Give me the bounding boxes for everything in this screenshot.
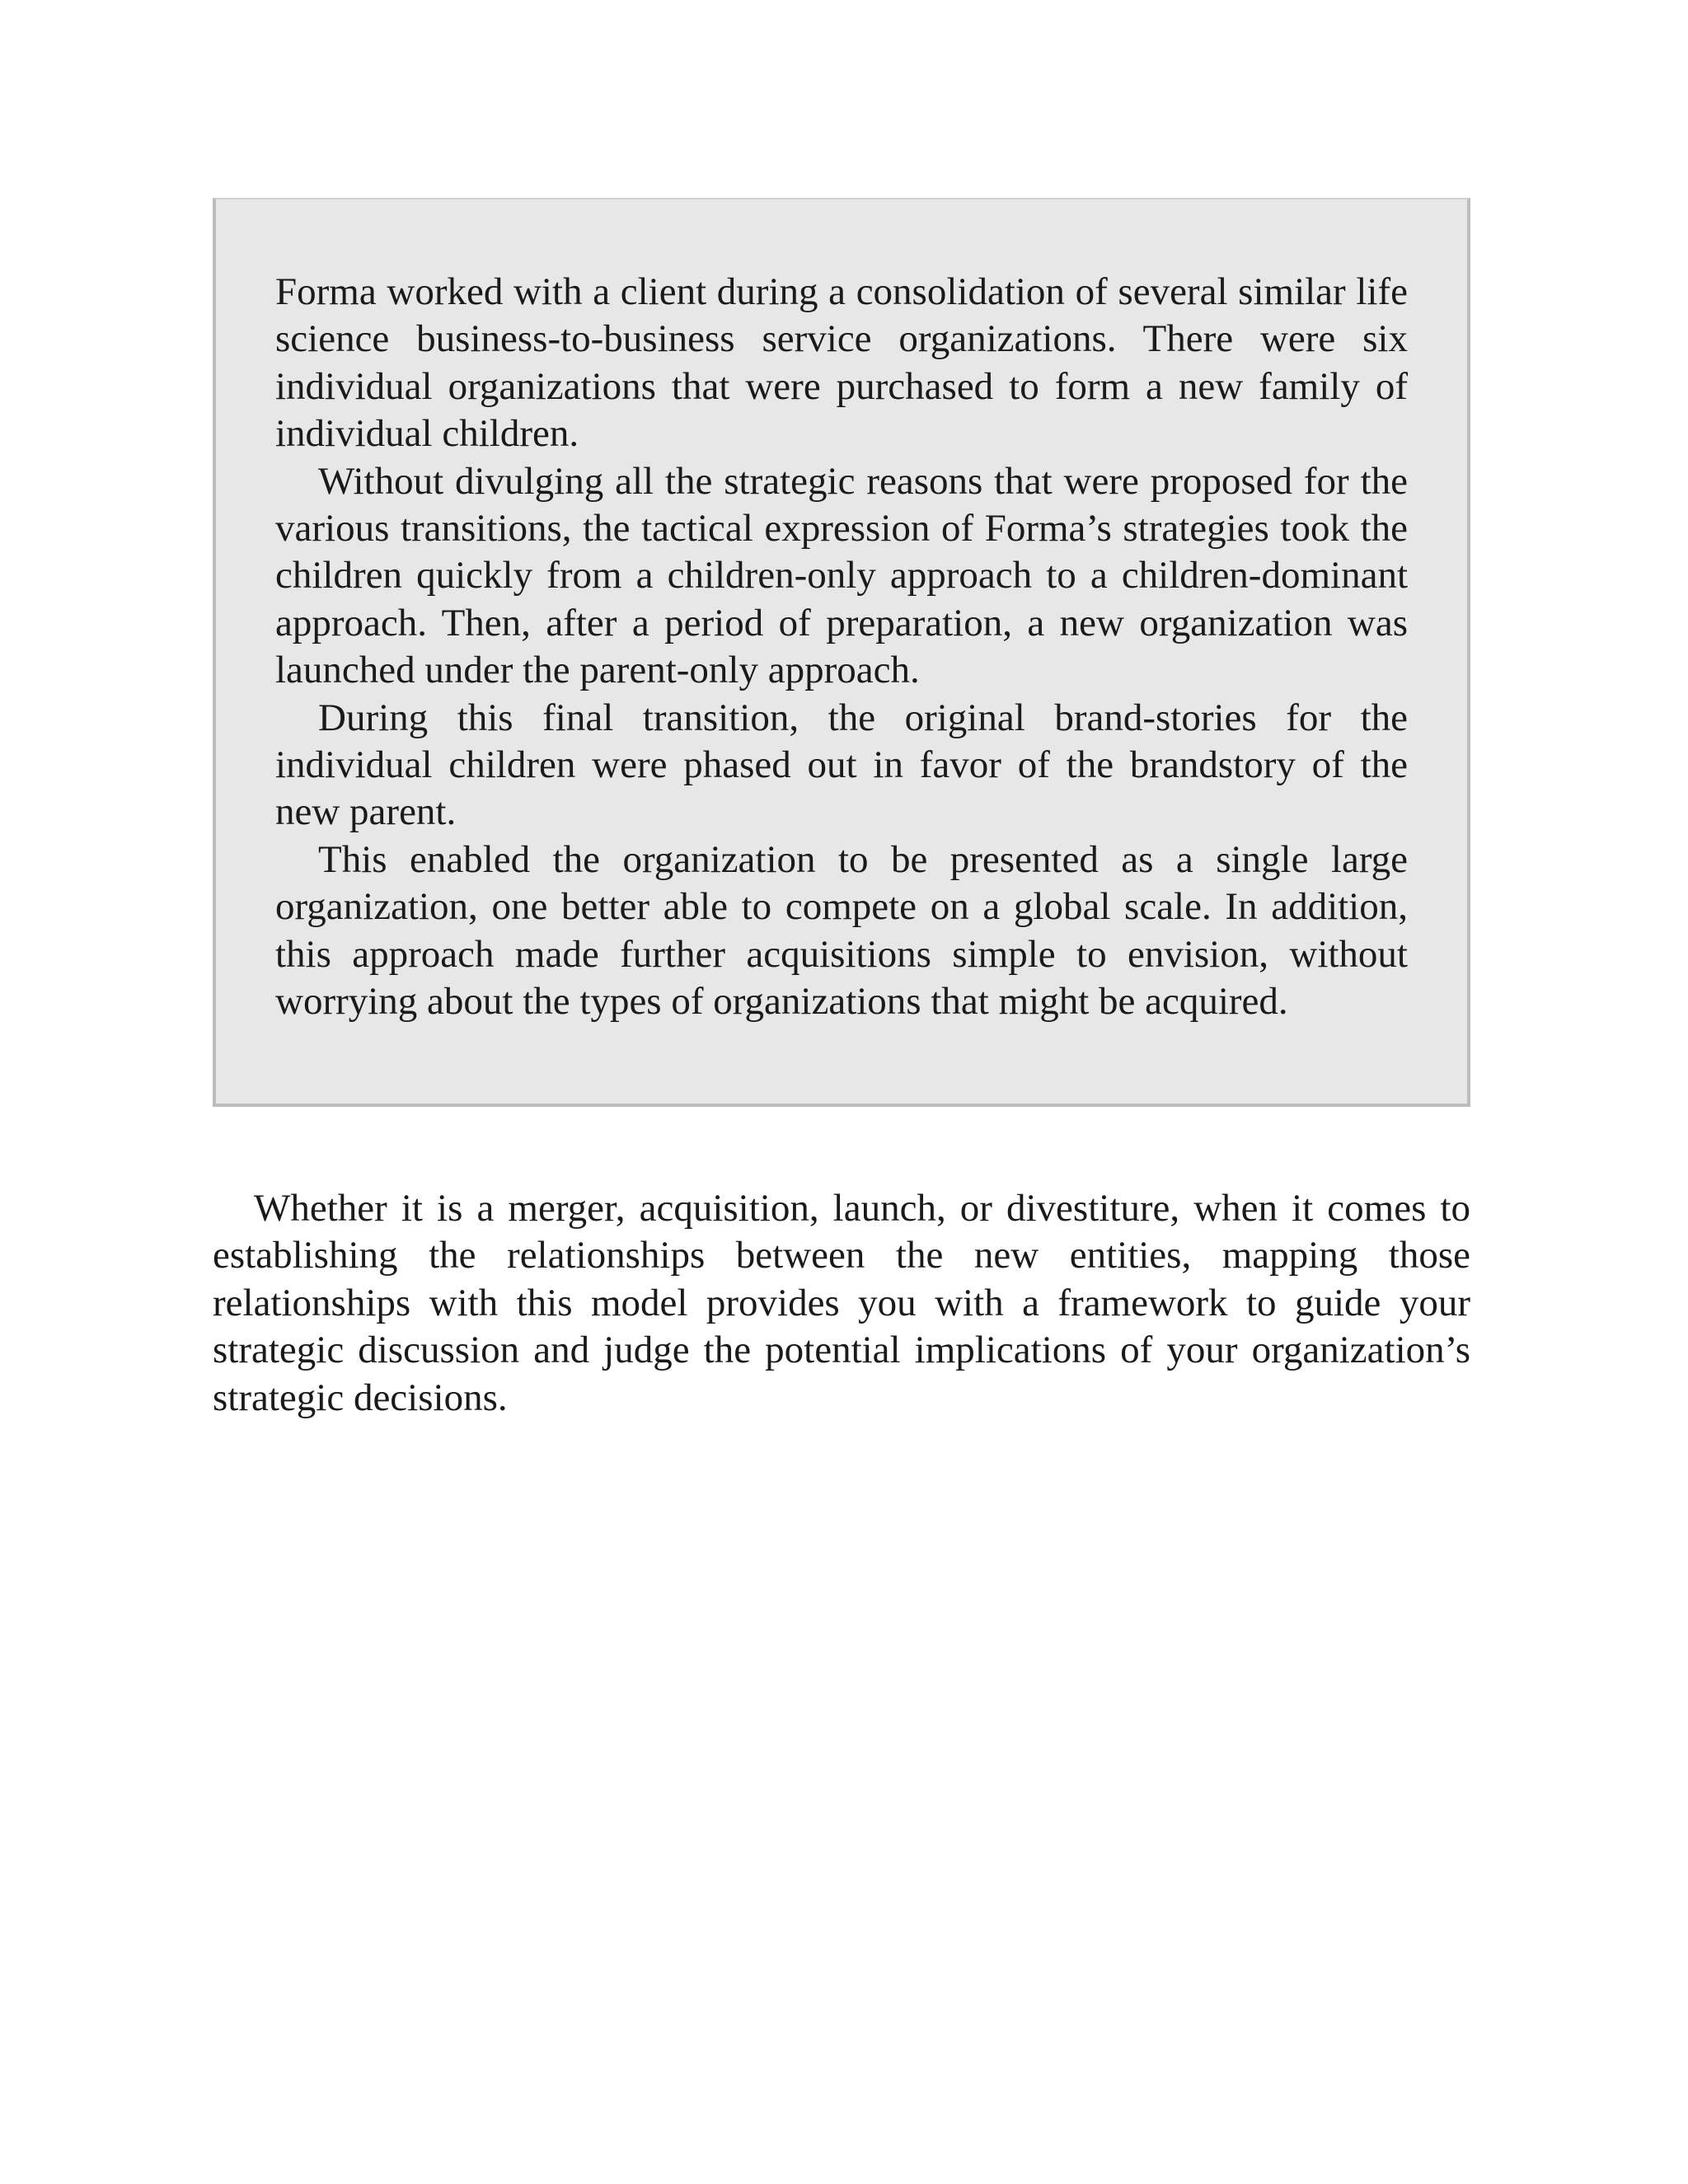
- case-study-paragraph-2: Without divulging all the strategic reasons that were proposed for the various transitions, the tactical expression of Forma’s strategies took the children quickly from a children-only approach to a children-dominant approach. Then, after a period of preparation, a new organization was launched under the parent-only approach.: [275, 459, 1408, 692]
- case-study-paragraph-4: This enabled the organization to be presented as a single large organization, one better able to compete on a global scale. In addition, this approach made further acquisitions simple to envision, without worrying about the types of organizations that might be acquired.: [275, 837, 1408, 1024]
- body-paragraph-1: Whether it is a merger, acquisition, launch, or divestiture, when it comes to establishing the relationships between the new entities, mapping those relationships with this model provides you with a framework to guide your strategic discussion and judge the potential implications of your organization’s strategic decisions.: [213, 1187, 1470, 1419]
- case-study-paragraph-3: During this final transition, the original brand-stories for the individual children were phased out in favor of the brandstory of the new parent.: [275, 696, 1408, 834]
- case-study-box: [213, 198, 1470, 1107]
- body-text: [213, 1185, 1470, 1422]
- case-study-paragraph-1: Forma worked with a client during a consolidation of several similar life science business-to-business service organizations. There were six individual organizations that were purchased to form a new family of individual children.: [275, 270, 1408, 456]
